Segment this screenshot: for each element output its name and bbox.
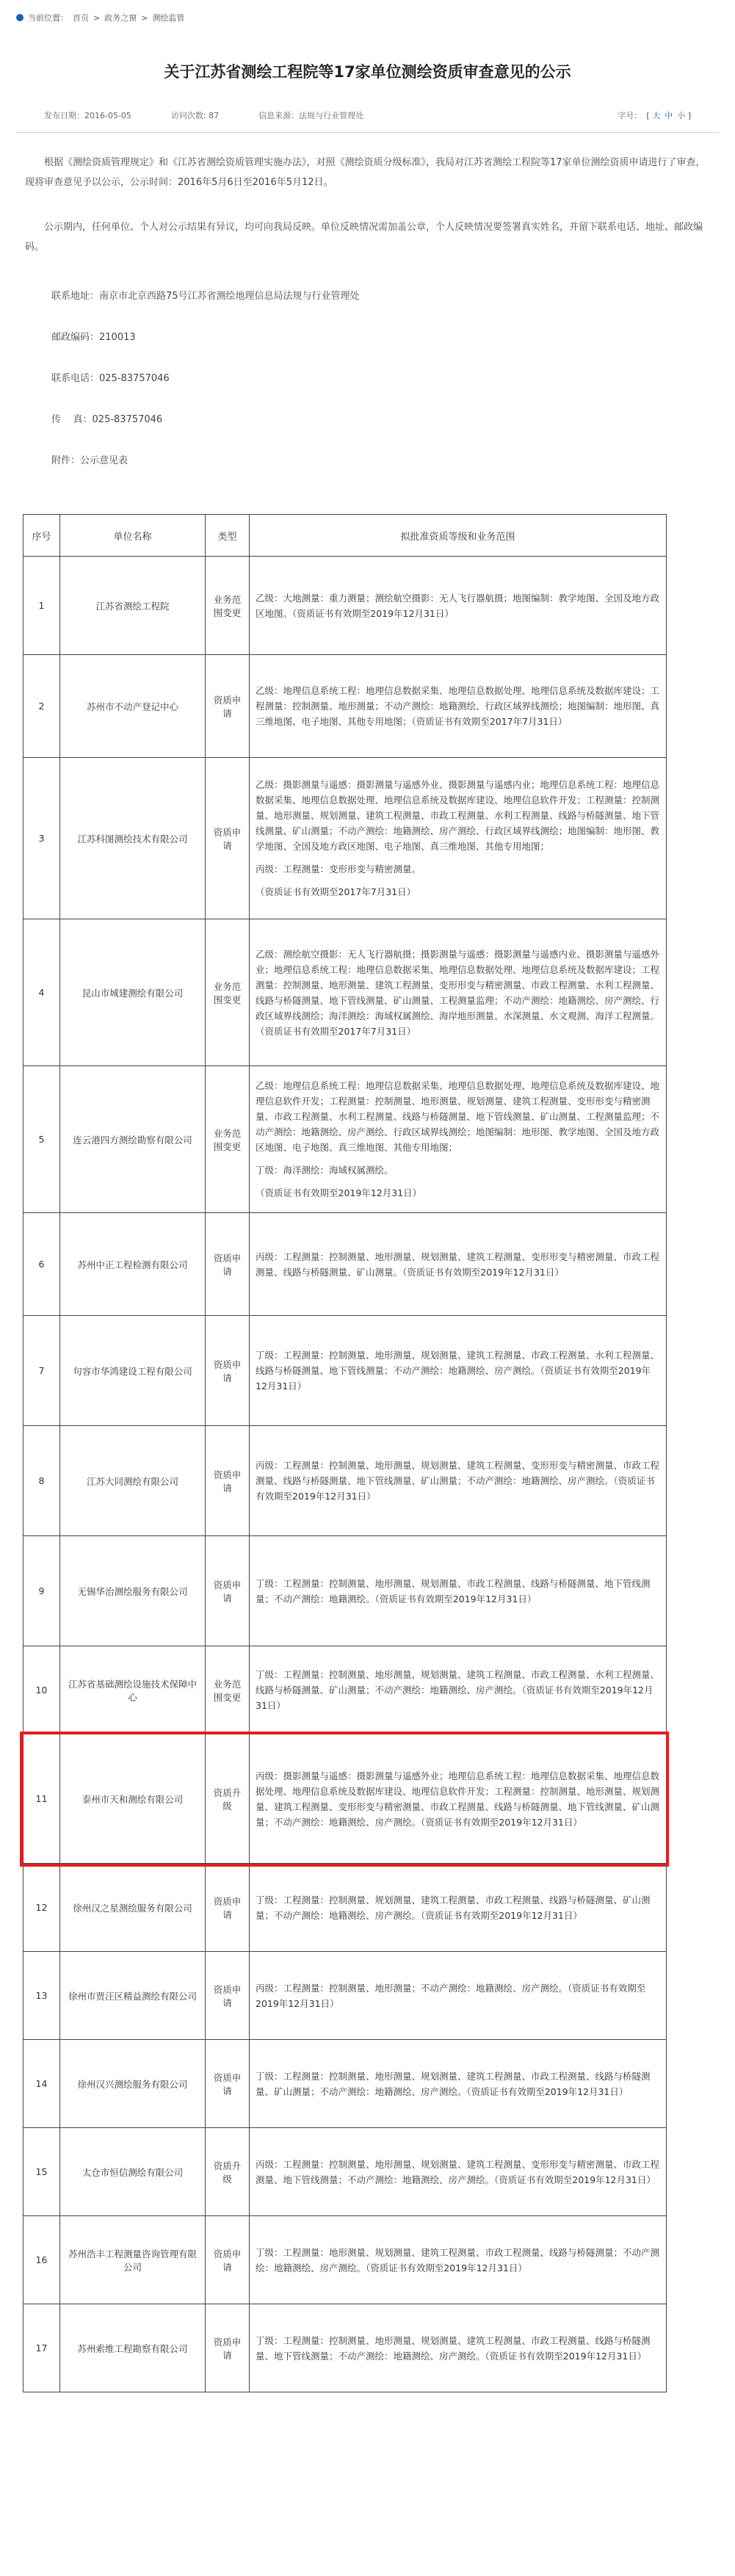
publish-date: 发布日期：2016-05-05 <box>44 111 131 120</box>
application-type: 业务范围变更 <box>206 1066 250 1213</box>
contact-fax: 传 真：025-83757046 <box>51 414 163 425</box>
view-count: 访问次数: 87 <box>170 111 220 120</box>
unit-name: 泰州市天和测绘有限公司 <box>60 1734 206 1864</box>
table-row <box>23 2216 667 2304</box>
unit-name: 无锡华治测绘服务有限公司 <box>60 1536 206 1646</box>
table-row <box>23 557 667 655</box>
row-number: 8 <box>23 1426 60 1536</box>
scope-paragraph: 乙级：地理信息系统工程：地理信息数据采集、地理信息数据处理、地理信息系统及数据库建设；工程测量：控制测量、地形测量；不动产测绘：地籍测绘、行政区域界线测绘；地图编制：地形图、真三维地图、电子地图、其他专用地图；（资质证书有效期至2017年7月31日） <box>256 685 660 727</box>
unit-name: 江苏科图测绘技术有限公司 <box>60 758 206 919</box>
row-number: 10 <box>23 1646 60 1734</box>
application-type: 业务范围变更 <box>206 557 250 655</box>
qualification-scope <box>250 2304 667 2392</box>
qualification-scope <box>250 1536 667 1646</box>
location-pin-icon <box>16 14 23 21</box>
table-row <box>23 1952 667 2040</box>
scope-paragraph: 丁级：工程测量：控制测量、地形测量、规划测量、建筑工程测量、市政工程测量、水利工程测量、线路与桥隧测量、地下管线测量；不动产测绘：地籍测绘、房产测绘。（资质证书有效期至2019年12月31日） <box>256 1350 660 1392</box>
font-size-large[interactable]: [ 大 <box>646 111 661 120</box>
unit-name: 苏州浩丰工程测量咨询管理有限公司 <box>60 2216 206 2304</box>
table-row <box>23 1646 667 1734</box>
table-row <box>23 1536 667 1646</box>
unit-name: 苏州中正工程检测有限公司 <box>60 1213 206 1316</box>
table-row <box>23 655 667 758</box>
breadcrumb-label: 当前位置： <box>28 13 68 23</box>
contact-phone: 联系电话：025-83757046 <box>51 373 170 384</box>
header-type: 类型 <box>206 515 250 557</box>
scope-paragraph: （资质证书有效期至2017年7月31日） <box>256 886 416 897</box>
divider <box>16 132 719 133</box>
unit-name: 徐州汉兴测绘服务有限公司 <box>60 2040 206 2128</box>
review-table <box>23 514 667 2392</box>
qualification-scope <box>250 1646 667 1734</box>
application-type: 资质升级 <box>206 2128 250 2216</box>
qualification-scope <box>250 1734 667 1864</box>
scope-paragraph: 丙级：工程测量：控制测量、地形测量、规划测量、建筑工程测量、变形形变与精密测量、市政工程测量、线路与桥隧测量、地下管线测量、矿山测量；不动产测绘：地籍测绘、房产测绘。（资质证书有效期至2019年12月31日） <box>256 1460 660 1502</box>
row-number: 3 <box>23 758 60 919</box>
table-row <box>23 2040 667 2128</box>
table-row <box>23 919 667 1066</box>
header-no: 序号 <box>23 515 60 557</box>
application-type: 业务范围变更 <box>206 1646 250 1734</box>
unit-name: 苏州索维工程勘察有限公司 <box>60 2304 206 2392</box>
scope-paragraph: 乙级：大地测量：重力测量；测绘航空摄影：无人飞行器航摄；地图编制：教学地图、全国及地方政区地图。（资质证书有效期至2019年12月31日） <box>256 592 660 619</box>
row-number: 7 <box>23 1316 60 1426</box>
unit-name: 昆山市城建测绘有限公司 <box>60 919 206 1066</box>
breadcrumb-home[interactable]: 首页 <box>73 13 89 23</box>
unit-name: 句容市华鸿建设工程有限公司 <box>60 1316 206 1426</box>
application-type: 资质申请 <box>206 1316 250 1426</box>
scope-paragraph: 丙级：工程测量：控制测量、地形测量；不动产测绘：地籍测绘、房产测绘。（资质证书有效期至2019年12月31日） <box>256 1982 646 2009</box>
font-size-label: 字号： <box>618 111 642 120</box>
unit-name: 苏州市不动产登记中心 <box>60 655 206 758</box>
application-type: 资质申请 <box>206 655 250 758</box>
scope-paragraph: 乙级：摄影测量与遥感：摄影测量与遥感外业、摄影测量与遥感内业；地理信息系统工程：地理信息数据采集、地理信息数据处理、地理信息系统及数据库建设、地理信息软件开发；工程测量：控制测量、地形测量、规划测量、建筑工程测量、市政工程测量、水利工程测量、线路与桥隧测量、地下管线测量、矿山测量；不动产测绘：地籍测绘、房产测绘、行政区域界线测绘；地图编制：地形图、教学地图、全国及地方政区地图、电子地图、真三维地图、其他专用地图； <box>256 779 660 852</box>
qualification-scope <box>250 1952 667 2040</box>
application-type: 资质申请 <box>206 758 250 919</box>
scope-paragraph: 乙级：地理信息系统工程：地理信息数据采集、地理信息数据处理、地理信息系统及数据库建设、地理信息软件开发；工程测量：控制测量、地形测量、规划测量、建筑工程测量、变形形变与精密测量、市政工程测量、水利工程测量、线路与桥隧测量、地下管线测量、矿山测量、工程测量监理；不动产测绘：地籍测绘、房产测绘、行政区域界线测绘；地图编制：地形图、教学地图、全国及地方政区地图、电子地图、真三维地图、其他专用地图； <box>256 1080 660 1153</box>
row-number: 13 <box>23 1952 60 2040</box>
unit-name: 徐州汉之星测绘服务有限公司 <box>60 1864 206 1952</box>
scope-paragraph: 丁级：工程测量：控制测量、地形测量、规划测量、建筑工程测量、市政工程测量、水利工程测量、线路与桥隧测量、矿山测量；不动产测绘：地籍测绘、房产测绘。（资质证书有效期至2019年12月31日） <box>256 1669 660 1711</box>
contact-address: 联系地址：南京市北京西路75号江苏省测绘地理信息局法规与行业管理处 <box>51 291 360 302</box>
header-scope: 拟批准资质等级和业务范围 <box>250 515 667 557</box>
row-number: 12 <box>23 1864 60 1952</box>
application-type: 业务范围变更 <box>206 919 250 1066</box>
row-number: 14 <box>23 2040 60 2128</box>
table-row <box>23 1316 667 1426</box>
application-type: 资质升级 <box>206 1734 250 1864</box>
font-size-small[interactable]: 小 ] <box>677 111 691 120</box>
scope-paragraph: 丁级：工程测量：控制测量、地形测量、规划测量、市政工程测量、线路与桥隧测量、地下管线测量；不动产测绘：地籍测绘。（资质证书有效期至2019年12月31日） <box>256 1577 651 1604</box>
qualification-scope <box>250 1066 667 1213</box>
table-row <box>23 1864 667 1952</box>
table-header-row <box>23 515 667 557</box>
row-number: 5 <box>23 1066 60 1213</box>
qualification-scope <box>250 1864 667 1952</box>
row-number: 16 <box>23 2216 60 2304</box>
article-title: 关于江苏省测绘工程院等17家单位测绘资质审查意见的公示 <box>164 63 571 81</box>
article-meta <box>44 106 691 124</box>
unit-name: 江苏大同测绘有限公司 <box>60 1426 206 1536</box>
unit-name: 江苏省测绘工程院 <box>60 557 206 655</box>
scope-paragraph: 乙级：测绘航空摄影：无人飞行器航摄；摄影测量与遥感：摄影测量与遥感内业、摄影测量与遥感外业；地理信息系统工程：地理信息数据采集、地理信息数据处理、地理信息系统及数据库建设；工程测量：控制测量、地形测量、建筑工程测量、变形形变与精密测量、市政工程测量、水利工程测量、线路与桥隧测量、地下管线测量、矿山测量、工程测量监理；不动产测绘：地籍测绘、房产测绘、行政区域界线测绘；海洋测绘：海域权属测绘、海岸地形测量、水深测量、水文观测、海洋工程测量。（资质证书有效期至2017年7月31日） <box>256 948 660 1037</box>
row-number: 4 <box>23 919 60 1066</box>
qualification-scope <box>250 919 667 1066</box>
application-type: 资质申请 <box>206 1213 250 1316</box>
scope-paragraph: 丁级：工程测量：地形测量、规划测量、建筑工程测量、市政工程测量、线路与桥隧测量；不动产测绘：地籍测绘、房产测绘。（资质证书有效期至2019年12月31日） <box>256 2246 660 2273</box>
row-number: 17 <box>23 2304 60 2392</box>
scope-paragraph: 丙级：摄影测量与遥感：摄影测量与遥感外业；地理信息系统工程：地理信息数据采集、地理信息数据处理、地理信息系统及数据库建设、地理信息软件开发；工程测量：控制测量、地形测量、规划测量、建筑工程测量、变形形变与精密测量、市政工程测量、线路与桥隧测量、地下管线测量、矿山测量；不动产测绘：地籍测绘、房产测绘。（资质证书有效期至2019年12月31日） <box>256 1770 660 1828</box>
objection-paragraph: 公示期内，任何单位、个人对公示结果有异议，均可向我局反映。单位反映情况需加盖公章，个人反映情况要签署真实姓名，并留下联系电话、地址、邮政编码。 <box>25 222 703 253</box>
breadcrumb <box>16 12 184 23</box>
qualification-scope <box>250 2040 667 2128</box>
row-number: 1 <box>23 557 60 655</box>
qualification-scope <box>250 1213 667 1316</box>
qualification-scope <box>250 557 667 655</box>
breadcrumb-surveying-supervision[interactable]: 测绘监管 <box>152 13 185 23</box>
scope-paragraph: 丁级：工程测量：控制测量、地形测量、规划测量、建筑工程测量、市政工程测量、线路与桥隧测量、地下管线测量；不动产测绘：地籍测绘、房产测绘。（资质证书有效期至2019年12月31日） <box>256 2334 651 2362</box>
table-row <box>23 2304 667 2392</box>
qualification-scope <box>250 2128 667 2216</box>
qualification-scope <box>250 758 667 919</box>
table-body <box>23 557 667 2392</box>
scope-paragraph: （资质证书有效期至2019年12月31日） <box>256 1187 422 1198</box>
qualification-scope <box>250 1426 667 1536</box>
font-size-medium[interactable]: 中 <box>665 111 673 120</box>
unit-name: 太仓市恒信测绘有限公司 <box>60 2128 206 2216</box>
breadcrumb-separator: > <box>141 12 148 23</box>
table-row <box>23 1066 667 1213</box>
breadcrumb-gov-window[interactable]: 政务之窗 <box>104 13 137 23</box>
info-source: 信息来源：法规与行业管理处 <box>258 111 364 120</box>
application-type: 资质申请 <box>206 1426 250 1536</box>
font-size-switcher <box>618 109 691 121</box>
header-unit: 单位名称 <box>60 515 206 557</box>
application-type: 资质申请 <box>206 1536 250 1646</box>
table-row <box>23 2128 667 2216</box>
scope-paragraph: 丙级：工程测量：控制测量、地形测量、规划测量、建筑工程测量、变形形变与精密测量、市政工程测量、地下管线测量；不动产测绘：地籍测绘、房产测绘。（资质证书有效期至2019年12月31日） <box>256 2158 660 2185</box>
row-number: 6 <box>23 1213 60 1316</box>
qualification-scope <box>250 1316 667 1426</box>
row-number: 2 <box>23 655 60 758</box>
row-number: 15 <box>23 2128 60 2216</box>
application-type: 资质申请 <box>206 2216 250 2304</box>
table-row <box>23 758 667 919</box>
scope-paragraph: 丁级：工程测量：控制测量、地形测量、规划测量、建筑工程测量、市政工程测量、线路与桥隧测量、矿山测量；不动产测绘：地籍测绘、房产测绘。（资质证书有效期至2019年12月31日） <box>256 2070 651 2097</box>
intro-paragraph: 根据《测绘资质管理规定》和《江苏省测绘资质管理实施办法》，对照《测绘资质分级标准》，我局对江苏省测绘工程院等17家单位测绘资质申请进行了审查，现将审查意见予以公示，公示时间：2016年5月6日至2016年5月12日。 <box>25 157 706 188</box>
breadcrumb-separator: > <box>93 12 101 23</box>
scope-paragraph: 丁级：工程测量：控制测量、规划测量、建筑工程测量、市政工程测量、线路与桥隧测量、矿山测量；不动产测绘：地籍测绘、房产测绘。（资质证书有效期至2019年12月31日） <box>256 1894 651 1921</box>
scope-paragraph: 丁级：海洋测绘：海域权属测绘。 <box>256 1165 394 1176</box>
application-type: 资质申请 <box>206 2304 250 2392</box>
unit-name: 徐州市贾汪区精益测绘有限公司 <box>60 1952 206 2040</box>
unit-name: 江苏省基础测绘设施技术保障中心 <box>60 1646 206 1734</box>
table-row <box>23 1213 667 1316</box>
scope-paragraph: 丙级：工程测量：变形形变与精密测量。 <box>256 864 421 875</box>
scope-paragraph: 丙级：工程测量：控制测量、地形测量、规划测量、建筑工程测量、变形形变与精密测量、市政工程测量、线路与桥隧测量、矿山测量。（资质证书有效期至2019年12月31日） <box>256 1251 660 1278</box>
qualification-scope <box>250 655 667 758</box>
unit-name: 连云港四方测绘勘察有限公司 <box>60 1066 206 1213</box>
application-type: 资质申请 <box>206 2040 250 2128</box>
row-number: 9 <box>23 1536 60 1646</box>
table-row <box>23 1426 667 1536</box>
attachment-link[interactable]: 附件：公示意见表 <box>51 455 128 466</box>
contact-postcode: 邮政编码：210013 <box>51 332 136 343</box>
row-number: 11 <box>23 1734 60 1864</box>
qualification-scope <box>250 2216 667 2304</box>
application-type: 资质申请 <box>206 1864 250 1952</box>
table-row <box>23 1734 667 1864</box>
application-type: 资质申请 <box>206 1952 250 2040</box>
